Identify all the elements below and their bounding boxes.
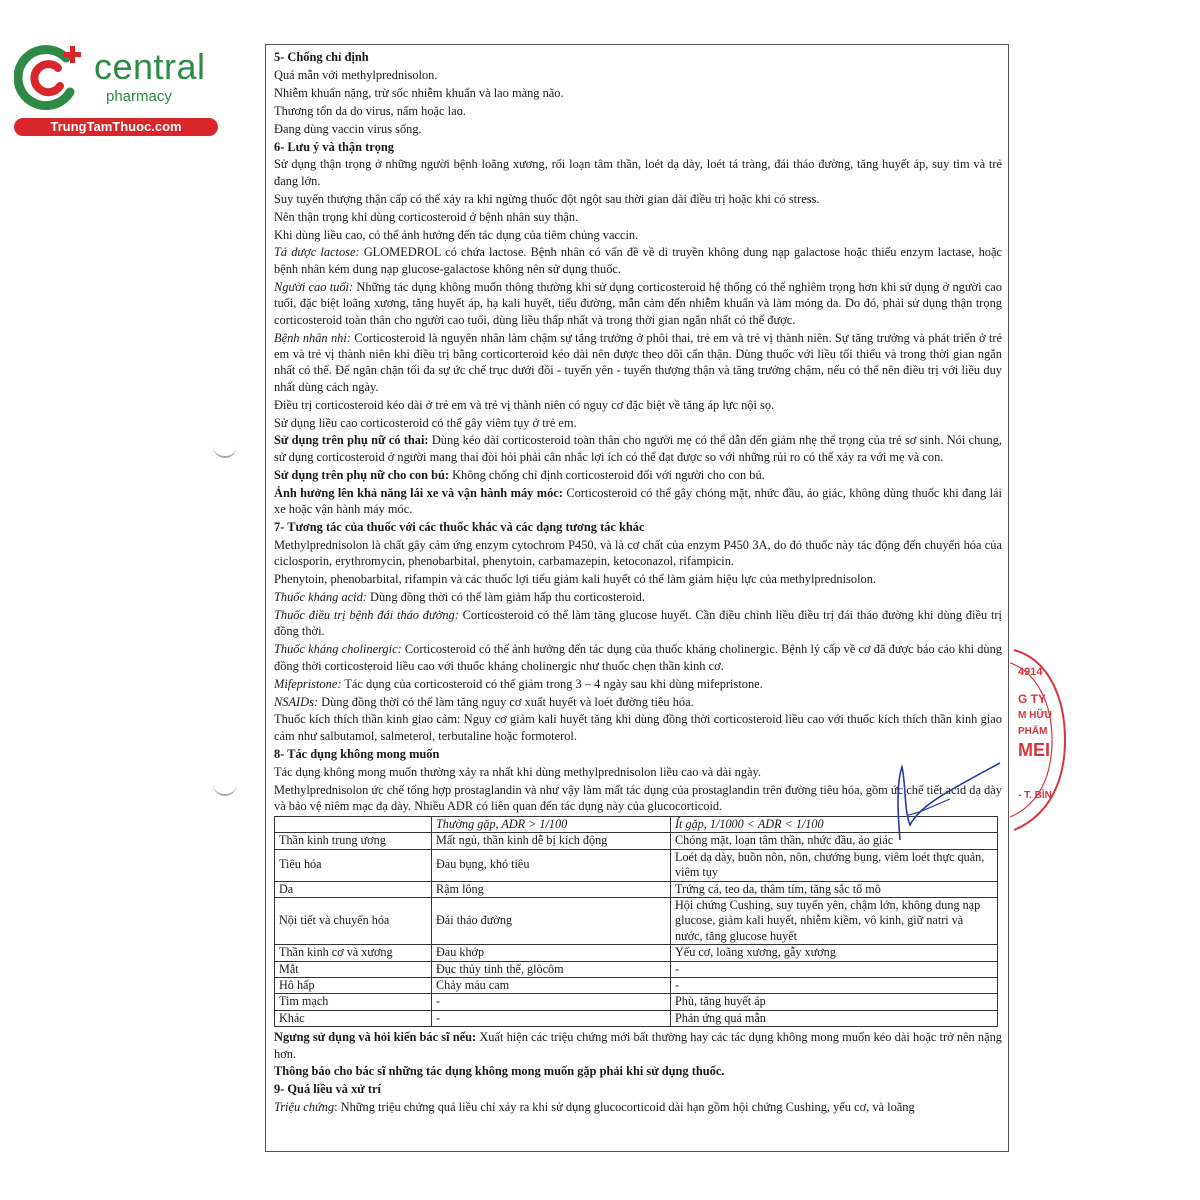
document-content: [274, 49, 1002, 1117]
table-cell: Rậm lông: [432, 881, 671, 897]
interaction-paragraph: Phenytoin, phenobarbital, rifampin và các thuốc lợi tiểu giảm kali huyết có thể làm giảm hiệu lực của methylprednisolon.: [274, 572, 877, 587]
adverse-paragraph: Tác dụng không mong muốn thường xảy ra nhất khi dùng methylprednisolon liều cao và dài ngày.: [274, 764, 761, 779]
brand-name: central: [94, 46, 206, 87]
nsaid-text: Dùng đồng thời có thể làm tăng nguy cơ xuất huyết và loét đường tiêu hóa.: [318, 694, 694, 709]
diabetes-label: Thuốc điều trị bệnh đái tháo đường:: [274, 608, 459, 622]
mifepristone-paragraph: [274, 676, 1002, 692]
website-link[interactable]: TrungTamThuoc.com: [14, 118, 218, 136]
section-7-title: 7- Tương tác của thuốc với các thuốc khác và các dạng tương tác khác: [274, 519, 645, 534]
adverse-paragraph: Methylprednisolon ức chế tổng hợp prostaglandin và như vậy làm mất tác dụng của prostaglandin trên đường tiêu hóa, gồm ức chế tiết acid dạ dày và bảo vệ niêm mạc dạ dày. Nhiều ADR có liên quan đến tác dụng này của glucocorticoid.: [274, 782, 1002, 813]
table-cell: Loét dạ dày, buồn nôn, nôn, chướng bụng, viêm loét thực quản, viêm tụy: [671, 849, 998, 881]
interaction-paragraph: Methylprednisolon là chất gây cảm ứng enzym cytochrom P450, và là cơ chất của enzym P450 3A, do đó thuốc này tác động đến chuyển hóa của ciclosporin, erythromycin, phenobarbital, phenytoin, carbamazepin, ketoconazol, rifampicin.: [274, 537, 1002, 569]
pregnancy-text: Dùng kéo dài corticosteroid toàn thân cho người mẹ có thể dẫn đến giảm nhẹ thể trọng của trẻ sơ sinh. Nói chung, sử dụng corticosteroid ở người mang thai đòi hỏi phải cân nhắc lợi ích có thể đạt được so với những rủi ro có thể xảy ra với mẹ và con.: [274, 433, 1002, 464]
pediatric-label: Bệnh nhân nhi:: [274, 330, 351, 345]
table-cell: Phù, tăng huyết áp: [671, 994, 998, 1010]
interaction-paragraph: Thuốc kích thích thần kinh giao cảm: Nguy cơ giảm kali huyết tăng khi dùng đồng thời corticosteroid liều cao với thuốc kích thích thần kinh giao cảm như salbutamol, salmeterol, terbutaline hoặc formoterol.: [274, 712, 1002, 743]
stop-use-paragraph: [274, 1029, 1002, 1062]
stop-use-text: Xuất hiện các triệu chứng mới bất thường hay các tác dụng không mong muốn kéo dài hoặc trở nên nặng hơn.: [274, 1030, 1003, 1061]
diabetes-paragraph: [274, 607, 1002, 640]
table-header: [275, 816, 432, 832]
table-row: [275, 1010, 998, 1026]
table-cell: Thần kinh cơ và xương: [275, 945, 432, 961]
table-cell: Khác: [275, 1010, 432, 1026]
stamp-text: 4914: [1018, 666, 1043, 678]
pregnancy-label: Sử dụng trên phụ nữ có thai:: [274, 433, 429, 448]
anticholinergic-text: Corticosteroid có thể ảnh hưởng đến tác dụng của thuốc kháng cholinergic. Bệnh lý cấp về cơ đã được báo cáo khi dùng đồng thời corticosteroid liều cao với thuốc kháng cholinergic như thuốc chẹn thần kinh cơ.: [274, 642, 1002, 673]
diabetes-text: Corticosteroid có thể làm tăng glucose huyết. Cần điều chỉnh liều điều trị đái tháo đường khi dùng điều trị đồng thời.: [274, 608, 1002, 639]
driving-label: Ảnh hưởng lên khả năng lái xe và vận hành máy móc:: [274, 485, 563, 500]
table-cell: -: [432, 1010, 671, 1026]
nsaid-label: NSAIDs:: [274, 694, 319, 709]
driving-text: Corticosteroid có thể gây chóng mặt, nhức đầu, ảo giác, không dùng thuốc khi đang lái xe hoặc vận hành máy móc.: [274, 485, 1002, 517]
section-6-title: 6- Lưu ý và thận trọng: [274, 139, 394, 154]
antacid-text: Dùng đồng thời có thể làm giảm hấp thu corticosteroid.: [366, 590, 645, 605]
caution-paragraph: Suy tuyến thượng thận cấp có thể xảy ra khi ngừng thuốc đột ngột sau thời gian dài điều trị hoặc khi có stress.: [274, 191, 820, 206]
driving-paragraph: [274, 485, 1002, 518]
notify-doctor-paragraph: Thông báo cho bác sĩ những tác dụng không mong muốn gặp phải khi sử dụng thuốc.: [274, 1064, 725, 1079]
table-cell: Thần kinh trung ương: [275, 833, 432, 849]
lactation-text: Không chống chỉ định corticosteroid đối với người cho con bú.: [448, 467, 765, 482]
table-row: [275, 977, 998, 993]
pharmacy-logo-icon: [14, 40, 94, 116]
caution-paragraph: Nên thận trọng khi dùng corticosteroid ở bệnh nhân suy thận.: [274, 209, 579, 224]
table-cell: -: [671, 977, 998, 993]
table-cell: Đau bụng, khó tiêu: [432, 849, 671, 881]
stamp-text: G TY: [1018, 692, 1047, 706]
table-cell: Mất ngủ, thần kinh dễ bị kích động: [432, 833, 671, 849]
central-pharmacy-logo[interactable]: [8, 38, 223, 138]
elderly-paragraph: [274, 279, 1002, 328]
table-cell: Tiêu hóa: [275, 849, 432, 881]
table-row: [275, 881, 998, 897]
lactose-paragraph: [274, 244, 1002, 277]
document-page: [265, 44, 1009, 1152]
lactation-paragraph: [274, 467, 1002, 483]
antacid-paragraph: [274, 589, 1002, 605]
pediatric-paragraph: [274, 330, 1002, 396]
stamp-text: - T. BÌN: [1018, 790, 1052, 801]
table-cell: Nội tiết và chuyển hóa: [275, 897, 432, 944]
stamp-text: M HỮU: [1018, 710, 1052, 721]
table-row: [275, 945, 998, 961]
anticholinergic-paragraph: [274, 641, 1002, 674]
table-cell: Đau khớp: [432, 945, 671, 961]
symptoms-label: Triệu chứng: [274, 1100, 335, 1115]
section-8-title: 8- Tác dụng không mong muốn: [274, 746, 440, 761]
contraindication-item: Nhiễm khuẩn nặng, trừ sốc nhiễm khuẩn và lao màng não.: [274, 85, 564, 100]
stop-use-label: Ngưng sử dụng và hỏi kiến bác sĩ nếu:: [274, 1030, 477, 1045]
elderly-text: Những tác dụng không muốn thông thường khi sử dụng corticosteroid hệ thống có thể nghiêm trọng hơn khi sử dụng ở người cao tuổi, đặc biệt loãng xương, tăng huyết áp, hạ kali huyết, tiểu đường, mẫn cảm đến nhiễm khuẩn và làm mỏng da. Do đó, phải sử dụng thận trọng corticosteroid toàn thân cho người cao tuổi, dùng liều thấp nhất và trong thời gian ngắn nhất có thể được.: [274, 279, 1003, 327]
brand-subtitle: pharmacy: [106, 88, 172, 105]
table-header: Ít gặp, 1/1000 < ADR < 1/100: [671, 816, 998, 832]
binder-hole: [213, 444, 237, 458]
symptoms-text: : Những triệu chứng quá liều chỉ xảy ra khi sử dụng glucocorticoid dài hạn gồm hội chứng Cushing, yếu cơ, và loãng: [334, 1100, 915, 1115]
binder-hole: [213, 782, 237, 796]
table-row: [275, 897, 998, 944]
anticholinergic-label: Thuốc kháng cholinergic:: [274, 642, 402, 657]
company-stamp: [1010, 640, 1070, 840]
table-cell: Trứng cá, teo da, thâm tím, tăng sắc tố mô: [671, 881, 998, 897]
stamp-text: MEI: [1018, 740, 1051, 760]
section-5-title: 5- Chống chỉ định: [274, 50, 369, 64]
stamp-text: PHẨM: [1018, 726, 1048, 737]
caution-paragraph: Khi dùng liều cao, có thể ảnh hưởng đến tác dụng của tiêm chủng vaccin.: [274, 227, 639, 242]
table-row: [275, 961, 998, 977]
table-header: Thường gặp, ADR > 1/100: [432, 816, 671, 832]
signature-icon: [880, 755, 1010, 845]
table-cell: Tim mạch: [275, 994, 432, 1010]
section-9-title: 9- Quá liều và xử trí: [274, 1082, 381, 1097]
table-row: [275, 849, 998, 881]
table-cell: Hội chứng Cushing, suy tuyến yên, chậm lớn, không dung nạp glucose, giảm kali huyết, nhiễm kiềm, vô kinh, giữ natri và nước, tăng glucose huyết: [671, 897, 998, 944]
table-cell: -: [671, 961, 998, 977]
mifepristone-text: Tác dụng của corticosteroid có thể giảm trong 3 – 4 ngày sau khi dùng mifepristone.: [341, 676, 763, 691]
table-cell: Hô hấp: [275, 977, 432, 993]
adverse-reactions-table: [274, 816, 998, 1027]
table-cell: Phản ứng quá mẫn: [671, 1010, 998, 1026]
elderly-label: Người cao tuổi:: [274, 279, 354, 294]
caution-paragraph: Sử dụng thận trọng ở những người bệnh loãng xương, rối loạn tâm thần, loét dạ dày, loét tá tràng, đái tháo đường, tăng huyết áp, suy tim và trẻ đang lớn.: [274, 157, 1002, 188]
pediatric-text: Corticosteroid là nguyên nhân làm chậm sự tăng trưởng ở phôi thai, trẻ em và trẻ vị thành niên. Sự tăng trưởng và phát triển ở trẻ em và trẻ vị thành niên khi điều trị bằng corticorteroid kéo dài nên được theo dõi cẩn thận. Dùng thuốc với liều tối thiểu và trong thời gian ngắn nhất có thể. Để ngăn chặn tối đa sự ức chế trục dưới đồi - tuyến yên - tuyến thượng thận và tăng trưởng chậm, nếu có thể nên điều trị với liều duy nhất dùng cách ngày.: [274, 330, 1002, 394]
pregnancy-paragraph: [274, 432, 1002, 465]
caution-paragraph: Sử dụng liều cao corticosteroid có thể gây viêm tụy ở trẻ em.: [274, 415, 577, 430]
contraindication-item: Quá mẫn với methylprednisolon.: [274, 67, 438, 82]
table-cell: Mắt: [275, 961, 432, 977]
table-cell: Yếu cơ, loãng xương, gẫy xương: [671, 945, 998, 961]
contraindication-item: Thương tổn da do virus, nấm hoặc lao.: [274, 103, 466, 118]
lactation-label: Sử dụng trên phụ nữ cho con bú:: [274, 467, 449, 482]
antacid-label: Thuốc kháng acid:: [274, 590, 367, 605]
caution-paragraph: Điều trị corticosteroid kéo dài ở trẻ em và trẻ vị thành niên có nguy cơ đặc biệt về tăng áp lực nội sọ.: [274, 397, 775, 412]
contraindication-item: Đang dùng vaccin virus sống.: [274, 121, 422, 136]
lactose-label: Tá dược lactose:: [274, 245, 360, 260]
table-cell: Chóng mặt, loạn tâm thần, nhức đầu, ảo giác: [671, 833, 998, 849]
table-cell: -: [432, 994, 671, 1010]
table-cell: Đái tháo đường: [432, 897, 671, 944]
table-cell: Đục thủy tinh thể, glôcôm: [432, 961, 671, 977]
mifepristone-label: Mifepristone:: [274, 676, 342, 691]
nsaid-paragraph: [274, 694, 1002, 710]
overdose-paragraph: [274, 1099, 1002, 1115]
table-cell: Chảy máu cam: [432, 977, 671, 993]
table-cell: Da: [275, 881, 432, 897]
table-row: [275, 994, 998, 1010]
lactose-text: GLOMEDROL có chứa lactose. Bệnh nhân có vấn đề về di truyền không dung nạp galactose hoặc thiếu enzym lactase, hoặc bệnh nhân kém dung nạp glucose-galactose không nên sử dụng thuốc.: [274, 245, 1002, 276]
